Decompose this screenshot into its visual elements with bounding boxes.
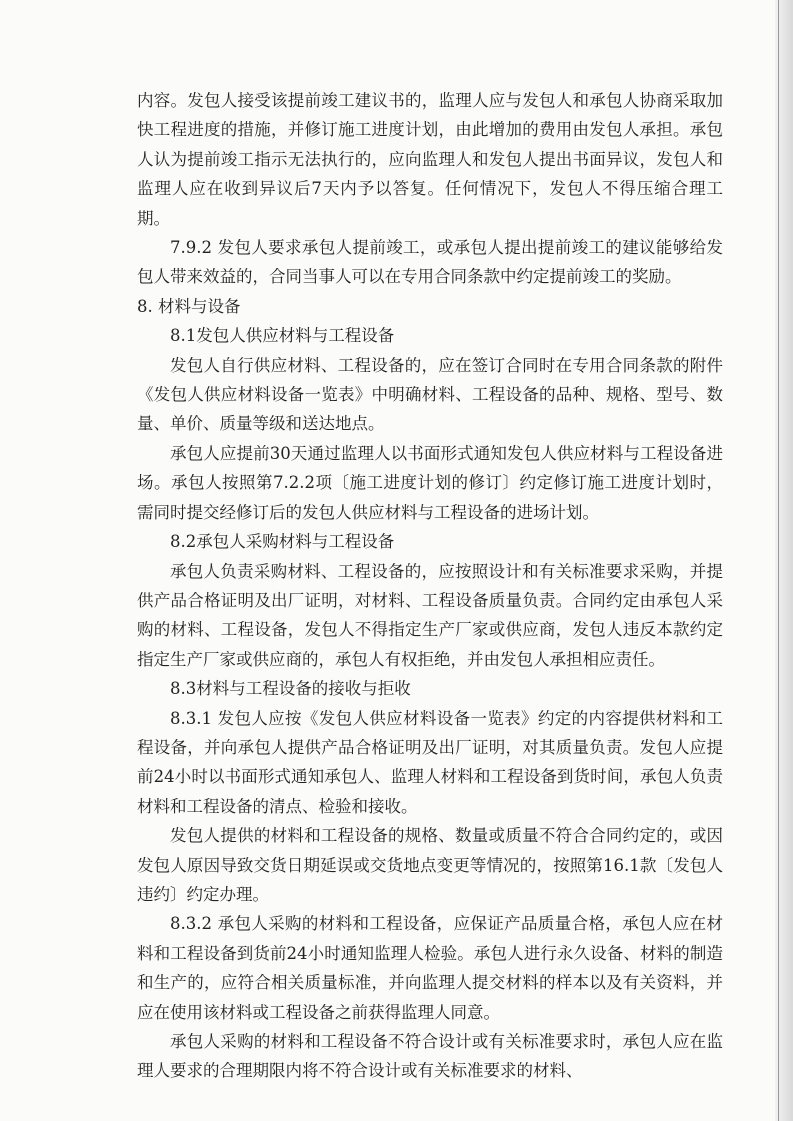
subsection-8-2-heading: 8.2承包人采购材料与工程设备 — [170, 532, 395, 552]
document-body — [137, 86, 723, 1086]
paragraph-8-3-2-b: 承包人采购的材料和工程设备不符合设计或有关标准要求时，承包人应在监理人要求的合理期限内将不符合设计或有关标准要求的材料、 — [137, 1032, 723, 1081]
subsection-8-3-heading: 8.3材料与工程设备的接收与拒收 — [170, 679, 411, 699]
subsection-8-1-heading: 8.1发包人供应材料与工程设备 — [170, 326, 395, 346]
paragraph-8-2: 承包人负责采购材料、工程设备的，应按照设计和有关标准要求采购，并提供产品合格证明及出厂证明，对材料、工程设备质量负责。合同约定由承包人采购的材料、工程设备，发包人不得指定生产厂家或供应商，发包人违反本款约定指定生产厂家或供应商的，承包人有权拒绝，并由发包人承担相应责任。 — [137, 561, 723, 669]
section-8-heading: 8. 材料与设备 — [137, 296, 241, 316]
paragraph-continuation: 内容。发包人接受该提前竣工建议书的，监理人应与发包人和承包人协商采取加快工程进度的措施，并修订施工进度计划，由此增加的费用由发包人承担。承包人认为提前竣工指示无法执行的，应向监理人和发包人提出书面异议，发包人和监理人应在收到异议后7天内予以答复。任何情况下，发包人不得压缩合理工期。 — [137, 91, 723, 228]
paragraph-8-1-a: 发包人自行供应材料、工程设备的，应在签订合同时在专用合同条款的附件《发包人供应材料设备一览表》中明确材料、工程设备的品种、规格、型号、数量、单价、质量等级和送达地点。 — [137, 355, 723, 434]
clause-7-9-2: 7.9.2 发包人要求承包人提前竣工，或承包人提出提前竣工的建议能够给发包人带来效益的，合同当事人可以在专用合同条款中约定提前竣工的奖励。 — [137, 238, 723, 287]
paragraph-8-3-1-b: 发包人提供的材料和工程设备的规格、数量或质量不符合合同约定的，或因发包人原因导致交货日期延误或交货地点变更等情况的，按照第16.1款〔发包人违约〕约定办理。 — [137, 826, 723, 904]
clause-8-3-1: 8.3.1 发包人应按《发包人供应材料设备一览表》约定的内容提供材料和工程设备，并向承包人提供产品合格证明及出厂证明，对其质量负责。发包人应提前24小时以书面形式通知承包人、监理人材料和工程设备到货时间，承包人负责材料和工程设备的清点、检验和接收。 — [137, 708, 723, 816]
scan-edge-line — [778, 0, 779, 1121]
clause-8-3-2: 8.3.2 承包人采购的材料和工程设备，应保证产品质量合格，承包人应在材料和工程设备到货前24小时通知监理人检验。承包人进行永久设备、材料的制造和生产的，应符合相关质量标准，并向监理人提交材料的样本以及有关资料，并应在使用该材料或工程设备之前获得监理人同意。 — [137, 914, 723, 1022]
paragraph-8-1-b: 承包人应提前30天通过监理人以书面形式通知发包人供应材料与工程设备进场。承包人按照第7.2.2项〔施工进度计划的修订〕约定修订施工进度计划时，需同时提交经修订后的发包人供应材料与工程设备的进场计划。 — [137, 443, 723, 522]
